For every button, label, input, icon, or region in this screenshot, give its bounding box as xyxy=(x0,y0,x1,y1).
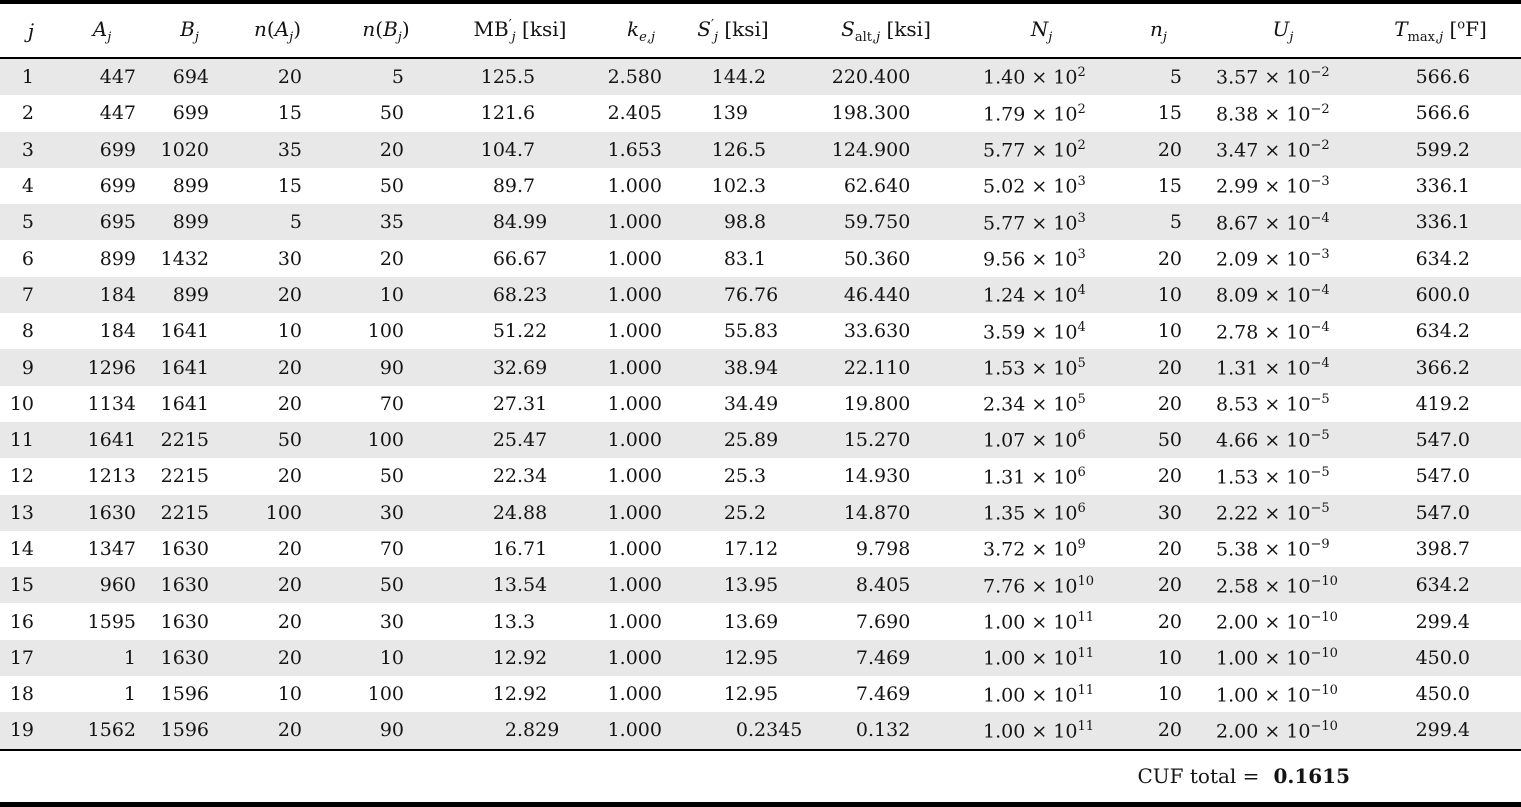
cell-T: 599.2 xyxy=(1415,138,1470,161)
cell-nA: 15 xyxy=(277,175,302,198)
cell-Sp: 76 .76 xyxy=(723,283,779,306)
cell-nA: 30 xyxy=(277,247,302,270)
cell-nj: 10 xyxy=(1157,646,1182,669)
cell-j: 11 xyxy=(9,429,34,452)
cell-U: $2.00 \times 10^{-10}$ xyxy=(1216,718,1338,743)
cell-nB: 10 xyxy=(379,283,404,306)
cell-ke: 1.000 xyxy=(607,646,662,669)
cell-nA: 15 xyxy=(277,102,302,125)
cell-nj: 20 xyxy=(1157,392,1182,415)
cell-nB: 100 xyxy=(367,683,404,706)
header-nj: $n_j$ xyxy=(1150,16,1167,45)
cell-MB: 51 .22 xyxy=(492,320,548,343)
cell-nB: 35 xyxy=(379,211,404,234)
footer-empty-cell xyxy=(1360,750,1521,805)
header-B: $B_j$ xyxy=(180,16,199,45)
cell-T: 450.0 xyxy=(1415,646,1470,669)
cell-N: $9.56 \times 10^3$ xyxy=(983,246,1086,271)
cell-MB: 13 .3 xyxy=(492,610,536,633)
table-row xyxy=(0,204,1521,240)
cell-ke: 1.000 xyxy=(607,429,662,452)
cell-MB: 24 .88 xyxy=(492,501,548,524)
cell-MB: 104 .7 xyxy=(480,138,536,161)
cell-N: $1.00 \times 10^{11}$ xyxy=(983,646,1095,670)
cell-U: $5.38 \times 10^{-9}$ xyxy=(1216,537,1330,561)
table-row xyxy=(0,58,1521,95)
cell-T: 634.2 xyxy=(1415,574,1470,597)
cell-MB: 22 .34 xyxy=(492,465,548,488)
cell-A: 960 xyxy=(99,574,136,597)
cell-nj: 10 xyxy=(1157,283,1182,306)
cell-B: 1432 xyxy=(160,247,209,270)
cell-MB: 12 .92 xyxy=(492,683,548,706)
cell-nj: 20 xyxy=(1157,356,1182,379)
cell-N: $1.07 \times 10^6$ xyxy=(983,428,1086,452)
cell-U: $2.22 \times 10^{-5}$ xyxy=(1216,501,1330,525)
cell-B: 1641 xyxy=(160,392,209,415)
table-row xyxy=(0,240,1521,276)
table-row xyxy=(0,386,1521,422)
cell-ke: 1.000 xyxy=(607,538,662,560)
table-row xyxy=(0,676,1521,712)
cell-Sp: 0 .2345 xyxy=(735,719,803,742)
cell-Sp: 12 .95 xyxy=(723,683,779,706)
cell-N: $2.34 \times 10^5$ xyxy=(983,392,1086,416)
cell-N: $1.00 \times 10^{11}$ xyxy=(983,609,1095,634)
cell-A: 1 xyxy=(123,683,136,706)
cell-Salt: 7 .469 xyxy=(855,646,911,669)
table-footer xyxy=(0,750,1521,805)
cell-nj: 50 xyxy=(1157,429,1182,452)
table-row xyxy=(0,495,1521,531)
cell-Sp: 126 .5 xyxy=(711,138,767,161)
cell-U: $8.67 \times 10^{-4}$ xyxy=(1216,210,1330,234)
cell-nA: 10 xyxy=(277,320,302,343)
cell-T: 336.1 xyxy=(1415,175,1470,198)
cell-nj: 10 xyxy=(1157,683,1182,706)
cell-A: 1134 xyxy=(87,392,136,415)
cell-j: 4 xyxy=(21,175,34,198)
cell-nj: 20 xyxy=(1157,719,1182,742)
cell-A: 699 xyxy=(99,175,136,198)
cell-A: 699 xyxy=(99,138,136,161)
cell-nA: 100 xyxy=(265,501,302,524)
cell-Sp: 144 .2 xyxy=(711,66,767,89)
cell-MB: 25 .47 xyxy=(492,429,548,452)
table-row xyxy=(0,277,1521,313)
cell-Salt: 7 .690 xyxy=(855,610,911,633)
cuf-total-value: 0.1615 xyxy=(1273,764,1350,789)
cell-nB: 30 xyxy=(379,610,404,633)
cell-A: 447 xyxy=(99,66,136,89)
cell-ke: 1.000 xyxy=(607,356,662,379)
cell-MB: 12 .92 xyxy=(492,646,548,669)
cell-T: 547.0 xyxy=(1415,429,1470,452)
cell-nB: 50 xyxy=(379,465,404,488)
cell-j: 18 xyxy=(9,683,34,706)
cell-j: 14 xyxy=(9,538,34,560)
cell-U: $8.09 \times 10^{-4}$ xyxy=(1216,283,1330,307)
cell-N: $1.00 \times 10^{11}$ xyxy=(983,718,1095,743)
cell-A: 1595 xyxy=(87,610,136,633)
cell-nA: 50 xyxy=(277,429,302,452)
header-MB: $MB'_j$ [ksi] xyxy=(473,16,567,45)
cell-Sp: 17 .12 xyxy=(723,538,779,560)
cell-nj: 10 xyxy=(1157,320,1182,343)
cell-MB: 66 .67 xyxy=(492,247,548,270)
cell-ke: 1.000 xyxy=(607,320,662,343)
cell-U: $1.00 \times 10^{-10}$ xyxy=(1216,682,1338,706)
cell-B: 1630 xyxy=(160,646,209,669)
cell-B: 1596 xyxy=(160,683,209,706)
cell-nA: 20 xyxy=(277,465,302,488)
cell-nA: 35 xyxy=(277,138,302,161)
cell-ke: 1.000 xyxy=(607,247,662,270)
cell-N: $1.53 \times 10^5$ xyxy=(983,355,1086,380)
cell-nA: 20 xyxy=(277,392,302,415)
cell-T: 366.2 xyxy=(1415,356,1470,379)
cell-nB: 20 xyxy=(379,138,404,161)
cell-Sp: 25 .3 xyxy=(723,465,767,488)
cell-Salt: 9 .798 xyxy=(855,538,911,560)
footer-row xyxy=(0,750,1521,805)
cell-A: 184 xyxy=(99,320,136,343)
cell-B: 2215 xyxy=(160,501,209,524)
header-U: $U_j$ xyxy=(1272,16,1294,45)
cell-T: 600.0 xyxy=(1415,283,1470,306)
header-nA: $n(A_j)$ xyxy=(254,16,301,45)
cell-U: $4.66 \times 10^{-5}$ xyxy=(1216,428,1330,452)
header-ke: $k_{e,j}$ xyxy=(627,16,655,45)
cell-nA: 10 xyxy=(277,683,302,706)
cell-Sp: 102 .3 xyxy=(711,175,767,198)
cell-nB: 10 xyxy=(379,646,404,669)
cell-U: $2.99 \times 10^{-3}$ xyxy=(1216,174,1330,198)
cell-B: 2215 xyxy=(160,429,209,452)
cell-T: 566.6 xyxy=(1415,66,1470,89)
cell-A: 184 xyxy=(99,283,136,306)
cell-T: 299.4 xyxy=(1415,719,1470,742)
cell-Sp: 55 .83 xyxy=(723,320,779,343)
cell-j: 2 xyxy=(21,102,34,125)
cell-j: 7 xyxy=(21,283,34,306)
cell-B: 899 xyxy=(172,175,209,198)
cell-nA: 20 xyxy=(277,719,302,742)
cell-U: $8.53 \times 10^{-5}$ xyxy=(1216,392,1330,416)
cell-A: 1562 xyxy=(87,719,136,742)
cell-MB: 125 .5 xyxy=(480,66,536,89)
cell-nB: 100 xyxy=(367,320,404,343)
cell-N: $1.35 \times 10^6$ xyxy=(983,501,1086,525)
cell-B: 1641 xyxy=(160,356,209,379)
cell-ke: 1.000 xyxy=(607,283,662,306)
cell-A: 899 xyxy=(99,247,136,270)
cell-ke: 2.405 xyxy=(607,102,662,125)
cell-j: 3 xyxy=(21,138,34,161)
cell-N: $1.00 \times 10^{11}$ xyxy=(983,682,1095,706)
cell-U: $1.31 \times 10^{-4}$ xyxy=(1216,355,1330,380)
cell-T: 299.4 xyxy=(1415,610,1470,633)
cell-j: 17 xyxy=(9,646,34,669)
cell-N: $5.02 \times 10^3$ xyxy=(983,174,1086,198)
cell-nA: 20 xyxy=(277,574,302,597)
cell-nA: 20 xyxy=(277,283,302,306)
cell-Salt: 7 .469 xyxy=(855,683,911,706)
cell-Sp: 25 .2 xyxy=(723,501,767,524)
cell-N: $5.77 \times 10^3$ xyxy=(983,210,1086,234)
cell-B: 1630 xyxy=(160,610,209,633)
cell-N: $3.72 \times 10^9$ xyxy=(983,537,1086,561)
cell-B: 899 xyxy=(172,283,209,306)
cell-nA: 20 xyxy=(277,646,302,669)
cell-B: 1641 xyxy=(160,320,209,343)
table-row xyxy=(0,712,1521,749)
cell-Sp: 13 .69 xyxy=(723,610,779,633)
cell-MB: 68 .23 xyxy=(492,283,548,306)
cell-nj: 5 xyxy=(1169,211,1182,234)
cell-nB: 100 xyxy=(367,429,404,452)
cell-ke: 1.000 xyxy=(607,683,662,706)
cell-nB: 90 xyxy=(379,356,404,379)
cell-T: 634.2 xyxy=(1415,320,1470,343)
cell-nj: 20 xyxy=(1157,138,1182,161)
cell-Sp: 83 .1 xyxy=(723,247,767,270)
cell-MB: 13 .54 xyxy=(492,574,548,597)
cell-U: $3.57 \times 10^{-2}$ xyxy=(1216,65,1330,89)
cell-Salt: 124 .900 xyxy=(831,138,911,161)
cell-nj: 15 xyxy=(1157,102,1182,125)
cell-nj: 20 xyxy=(1157,538,1182,560)
cell-j: 5 xyxy=(21,211,34,234)
cell-ke: 1.000 xyxy=(607,392,662,415)
cell-j: 15 xyxy=(9,574,34,597)
cell-Sp: 12 .95 xyxy=(723,646,779,669)
table-row xyxy=(0,567,1521,603)
cell-A: 1347 xyxy=(87,538,136,560)
cell-B: 899 xyxy=(172,211,209,234)
cell-ke: 1.653 xyxy=(607,138,662,161)
cell-Salt: 15 .270 xyxy=(843,429,911,452)
cell-nB: 50 xyxy=(379,574,404,597)
cell-Salt: 220 .400 xyxy=(831,66,911,89)
cell-Salt: 22 .110 xyxy=(843,356,911,379)
cell-nj: 20 xyxy=(1157,574,1182,597)
table-body xyxy=(0,58,1521,750)
cell-T: 634.2 xyxy=(1415,247,1470,270)
cell-MB: 84 .99 xyxy=(492,211,548,234)
cell-N: $1.24 \times 10^4$ xyxy=(983,283,1086,307)
cell-A: 695 xyxy=(99,211,136,234)
cell-j: 9 xyxy=(21,356,34,379)
cell-MB: 89 .7 xyxy=(492,175,536,198)
cell-U: $8.38 \times 10^{-2}$ xyxy=(1216,101,1330,126)
cell-U: $2.58 \times 10^{-10}$ xyxy=(1216,573,1338,597)
cell-ke: 1.000 xyxy=(607,175,662,198)
cell-j: 10 xyxy=(9,392,34,415)
cell-T: 419.2 xyxy=(1415,392,1470,415)
header-Salt: $S_{alt,j}$ [ksi] xyxy=(841,16,931,45)
cell-T: 398.7 xyxy=(1415,538,1470,560)
header-row xyxy=(0,2,1521,58)
table-row xyxy=(0,313,1521,349)
cell-nB: 50 xyxy=(379,102,404,125)
cell-Salt: 59 .750 xyxy=(843,211,911,234)
cell-B: 2215 xyxy=(160,465,209,488)
table-row xyxy=(0,168,1521,204)
cell-nj: 20 xyxy=(1157,247,1182,270)
table-row xyxy=(0,531,1521,567)
cell-nA: 5 xyxy=(289,211,302,234)
header-T: $T_{max,j}$ [$^o$F] xyxy=(1394,16,1487,45)
cell-j: 8 xyxy=(21,320,34,343)
cell-N: $3.59 \times 10^4$ xyxy=(983,319,1086,343)
table-header xyxy=(0,2,1521,58)
cuf-total-label: CUF total = xyxy=(1137,764,1260,789)
cell-A: 447 xyxy=(99,102,136,125)
cell-Sp: 38 .94 xyxy=(723,356,779,379)
cell-nj: 20 xyxy=(1157,465,1182,488)
cell-MB: 16 .71 xyxy=(492,538,548,560)
cell-Salt: 46 .440 xyxy=(843,283,911,306)
cell-U: $2.09 \times 10^{-3}$ xyxy=(1216,246,1330,271)
cell-MB: 2 .829 xyxy=(504,719,560,742)
cell-j: 6 xyxy=(21,247,34,270)
cell-j: 1 xyxy=(21,66,34,89)
cell-nj: 5 xyxy=(1169,66,1182,89)
cell-Salt: 50 .360 xyxy=(843,247,911,270)
cell-T: 336.1 xyxy=(1415,211,1470,234)
cell-B: 1630 xyxy=(160,574,209,597)
cell-U: $2.00 \times 10^{-10}$ xyxy=(1216,609,1338,634)
cell-ke: 1.000 xyxy=(607,610,662,633)
cell-ke: 1.000 xyxy=(607,719,662,742)
cell-nB: 30 xyxy=(379,501,404,524)
cell-ke: 1.000 xyxy=(607,574,662,597)
cell-ke: 1.000 xyxy=(607,465,662,488)
cell-Sp: 13 .95 xyxy=(723,574,779,597)
cell-Salt: 62 .640 xyxy=(843,175,911,198)
cell-T: 566.6 xyxy=(1415,102,1470,125)
cell-Sp: 139 xyxy=(711,102,748,125)
cell-N: $5.77 \times 10^2$ xyxy=(983,138,1086,162)
cell-nj: 30 xyxy=(1157,501,1182,524)
cell-N: $7.76 \times 10^{10}$ xyxy=(983,573,1095,597)
table-row xyxy=(0,458,1521,494)
cell-Salt: 8 .405 xyxy=(855,574,911,597)
table-row xyxy=(0,95,1521,131)
cell-B: 1596 xyxy=(160,719,209,742)
cell-j: 16 xyxy=(9,610,34,633)
cell-T: 547.0 xyxy=(1415,501,1470,524)
cell-Salt: 14 .870 xyxy=(843,501,911,524)
cell-MB: 27 .31 xyxy=(492,392,548,415)
cell-nB: 70 xyxy=(379,538,404,560)
header-Sp: $S'_j$ [ksi] xyxy=(697,16,769,45)
table-row xyxy=(0,603,1521,639)
cell-nj: 15 xyxy=(1157,175,1182,198)
cell-j: 13 xyxy=(9,501,34,524)
cell-Salt: 14 .930 xyxy=(843,465,911,488)
cell-N: $1.40 \times 10^2$ xyxy=(983,65,1086,89)
cell-A: 1 xyxy=(123,646,136,669)
cell-B: 1020 xyxy=(160,138,209,161)
header-j: j xyxy=(27,18,35,43)
cell-nB: 20 xyxy=(379,247,404,270)
cell-A: 1296 xyxy=(87,356,136,379)
cell-A: 1630 xyxy=(87,501,136,524)
cell-Salt: 33 .630 xyxy=(843,320,911,343)
header-nB: $n(B_j)$ xyxy=(362,16,410,45)
cell-MB: 121 .6 xyxy=(480,102,536,125)
cell-T: 450.0 xyxy=(1415,683,1470,706)
cell-nA: 20 xyxy=(277,538,302,560)
header-A: $A_j$ xyxy=(92,16,112,45)
table-row xyxy=(0,422,1521,458)
cell-j: 19 xyxy=(9,719,34,742)
cell-A: 1641 xyxy=(87,429,136,452)
cell-nA: 20 xyxy=(277,66,302,89)
cuf-total-cell xyxy=(0,750,1360,805)
cell-U: $3.47 \times 10^{-2}$ xyxy=(1216,138,1330,162)
cell-N: $1.31 \times 10^6$ xyxy=(983,464,1086,489)
cell-Salt: 198 .300 xyxy=(831,102,911,125)
cell-ke: 1.000 xyxy=(607,501,662,524)
cell-U: $1.53 \times 10^{-5}$ xyxy=(1216,464,1330,489)
cell-Sp: 34 .49 xyxy=(723,392,779,415)
cell-nB: 50 xyxy=(379,175,404,198)
cell-nA: 20 xyxy=(277,610,302,633)
cell-nB: 70 xyxy=(379,392,404,415)
cell-MB: 32 .69 xyxy=(492,356,548,379)
cell-B: 699 xyxy=(172,102,209,125)
cell-Salt: 0 .132 xyxy=(855,719,911,742)
cell-ke: 2.580 xyxy=(607,66,662,89)
cell-Sp: 25 .89 xyxy=(723,429,779,452)
cell-ke: 1.000 xyxy=(607,211,662,234)
header-N: $N_j$ xyxy=(1030,16,1053,45)
cell-Sp: 98 .8 xyxy=(723,211,767,234)
table-row xyxy=(0,132,1521,168)
cell-nj: 20 xyxy=(1157,610,1182,633)
cell-B: 694 xyxy=(172,66,209,89)
cell-U: $1.00 \times 10^{-10}$ xyxy=(1216,646,1338,670)
cell-j: 12 xyxy=(9,465,34,488)
cell-Salt: 19 .800 xyxy=(843,392,911,415)
table-row xyxy=(0,349,1521,385)
cell-nB: 90 xyxy=(379,719,404,742)
cell-B: 1630 xyxy=(160,538,209,560)
cell-N: $1.79 \times 10^2$ xyxy=(983,101,1086,126)
cell-nB: 5 xyxy=(391,66,404,89)
cell-T: 547.0 xyxy=(1415,465,1470,488)
cell-A: 1213 xyxy=(87,465,136,488)
cell-U: $2.78 \times 10^{-4}$ xyxy=(1216,319,1330,343)
table-row xyxy=(0,640,1521,676)
cell-nA: 20 xyxy=(277,356,302,379)
